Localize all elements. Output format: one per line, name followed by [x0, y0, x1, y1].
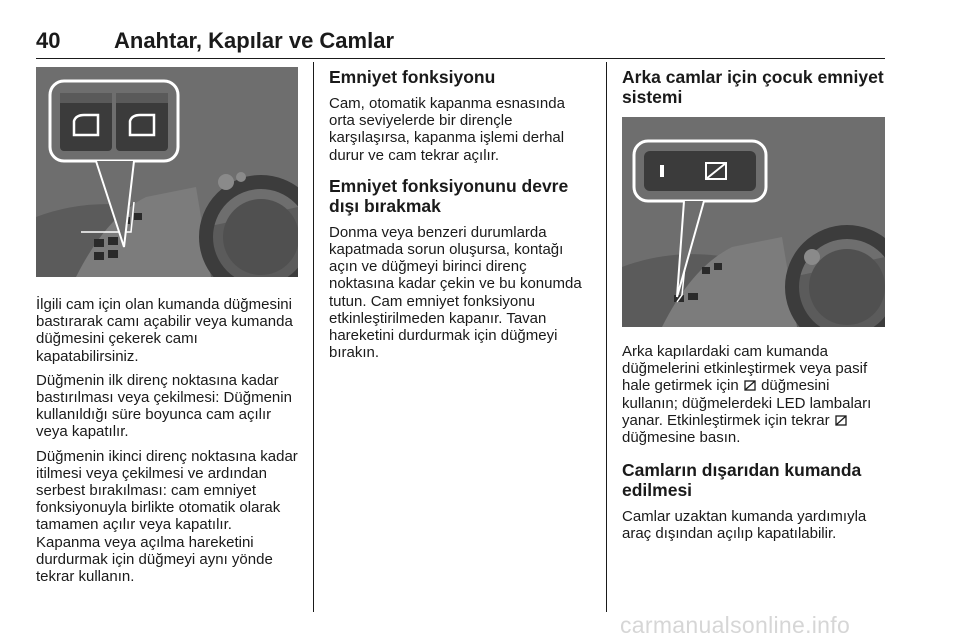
- page-title: Anahtar, Kapılar ve Camlar: [114, 28, 395, 53]
- door-window-switch-illustration: [36, 67, 298, 277]
- left-paragraph-2: Düğmenin ilk direnç noktasına kadar bastırılması veya çekilmesi: Düğmenin kullanıldığı süre boyunca cam açılır veya kapatılır.: [36, 371, 292, 441]
- middle-column: [329, 67, 591, 368]
- safety-function-heading: Emniyet fonksiyonu: [329, 67, 496, 87]
- safety-function-paragraph: Cam, otomatik kapanma esnasında orta seviyelerde bir dirençle karşılaşırsa, kapanma işlemi derhal durur ve cam tekrar açılır.: [329, 95, 565, 164]
- child-lock-switch-illustration: [622, 117, 885, 327]
- remote-window-heading: Camların dışarıdan kumanda edilmesi: [622, 460, 862, 501]
- child-lock-window-icon: [835, 415, 847, 426]
- child-lock-switch-drawing: [622, 117, 885, 327]
- child-lock-text-2: düğmesini kullanın; düğmelerdeki LED lambaları yanar. Etkinleştirmek için tekrar: [622, 377, 872, 429]
- left-paragraph-1: İlgili cam için olan kumanda düğmesini bastırarak camı açabilir veya kumanda düğmesini çekerek camı kapatabilirsiniz.: [36, 296, 293, 365]
- watermark: carmanualsonline.info: [620, 612, 851, 638]
- child-lock-text-3: düğmesine basın.: [622, 429, 741, 447]
- door-window-switch-drawing: [36, 67, 298, 277]
- left-paragraph-3: Düğmenin ikinci direnç noktasına kadar itilmesi veya çekilmesi ve ardından serbest bırakılması: cam emniyet fonksiyonuyla birlikte otomatik olarak tamamen açılır veya kapatılır. Kapanma veya açılma hareketini durdurmak için düğmeyi aynı yönde tekrar kullanın.: [36, 447, 298, 586]
- child-lock-paragraph: [622, 343, 888, 446]
- remote-window-paragraph: Camlar uzaktan kumanda yardımıyla araç dışından açılıp kapatılabilir.: [622, 508, 867, 543]
- column-divider-right: [606, 62, 607, 612]
- left-column: [36, 296, 298, 592]
- column-divider-left: [313, 62, 314, 612]
- disable-safety-heading: Emniyet fonksiyonunu devre dışı bırakmak: [329, 175, 569, 216]
- child-lock-text-1: Arka kapılardaki cam kumanda düğmelerini etkinleştirmek veya pasif hale getirmek için: [622, 343, 868, 395]
- child-lock-heading: Arka camlar için çocuk emniyet sistemi: [622, 67, 884, 107]
- right-column-top: [622, 67, 886, 115]
- child-lock-window-icon: [744, 380, 756, 391]
- right-column-bottom: [622, 343, 888, 550]
- page-number: 40: [36, 28, 61, 53]
- header-rule: [36, 58, 885, 59]
- disable-safety-paragraph: Donma veya benzeri durumlarda kapatmada sorun oluşursa, kontağı açın ve düğmeyi birinci direnç noktasına kadar çekin ve bu konumda tutun. Cam emniyet fonksiyonu etkinleştirilmeden kapanır. Tavan hareketini durdurmak için düğmeyi bırakın.: [329, 223, 582, 362]
